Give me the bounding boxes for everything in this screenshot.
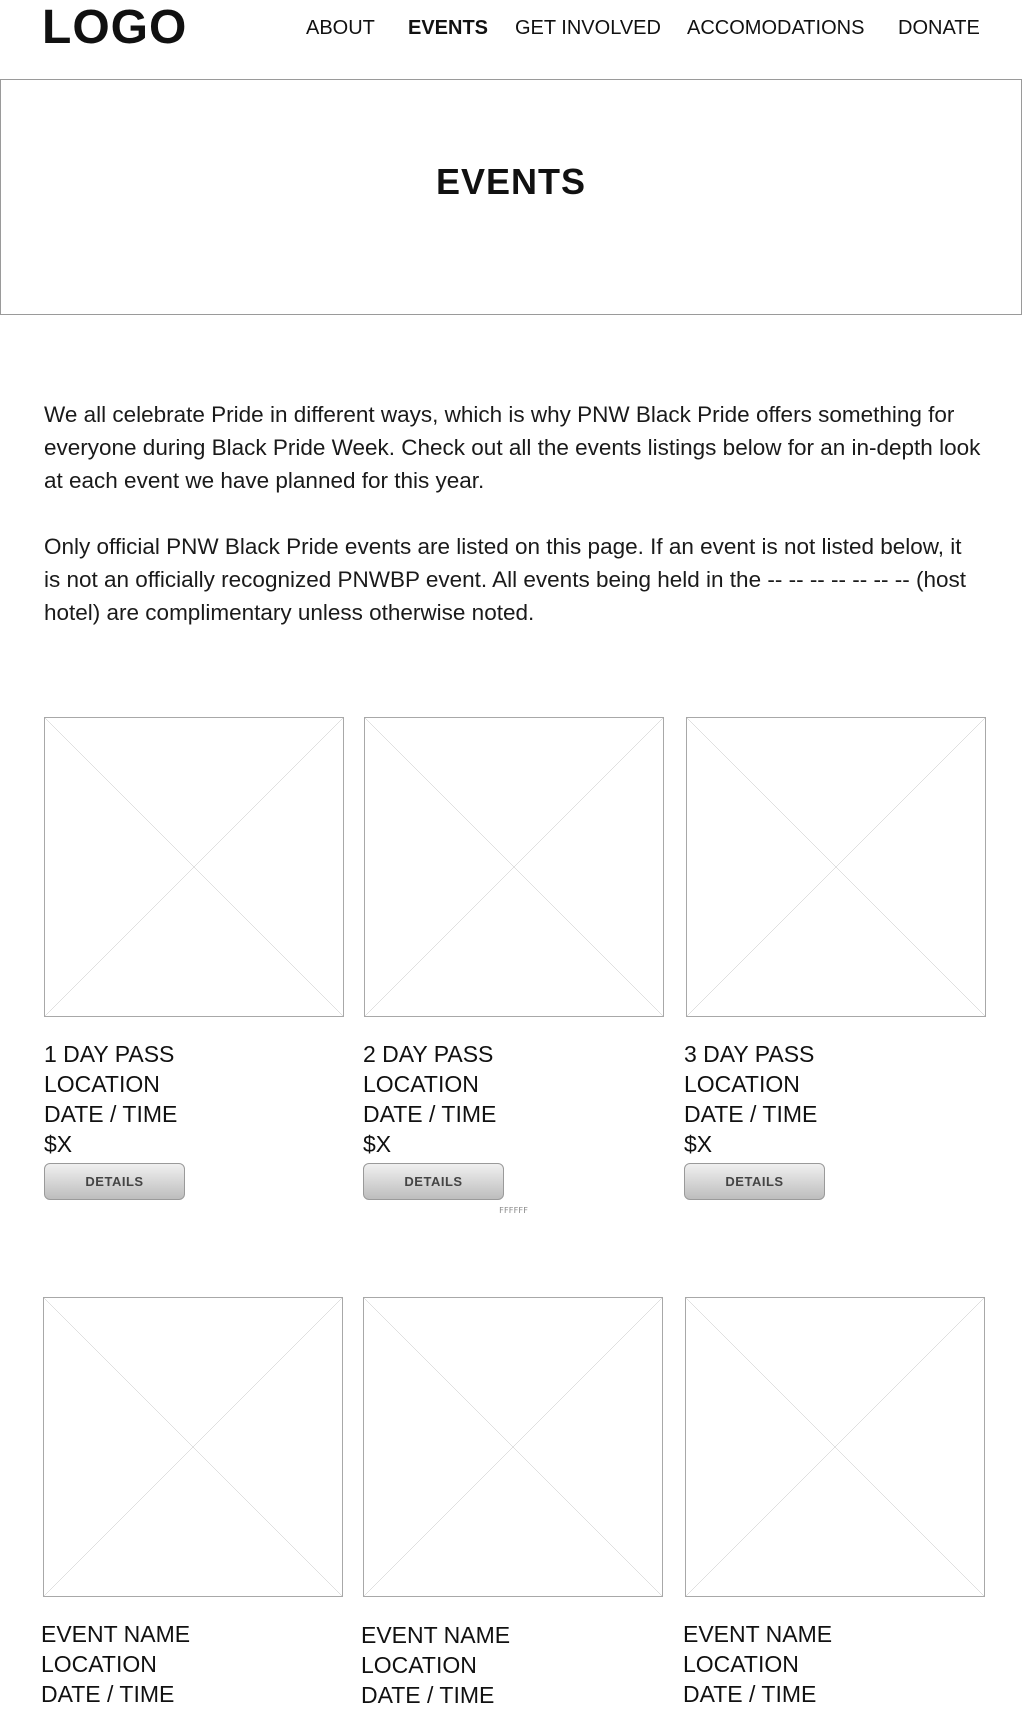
- page-title: EVENTS: [435, 161, 587, 202]
- nav-donate[interactable]: DONATE: [898, 17, 980, 39]
- pass-location: LOCATION: [684, 1071, 800, 1097]
- pass-datetime: DATE / TIME: [44, 1101, 178, 1127]
- nav-events[interactable]: EVENTS: [408, 17, 489, 39]
- image-placeholder: [363, 1297, 663, 1597]
- pass-card: [44, 717, 344, 1200]
- pass-name: 1 DAY PASS: [44, 1041, 175, 1067]
- intro-text: [44, 398, 984, 662]
- pass-location: LOCATION: [363, 1071, 479, 1097]
- event-name: EVENT NAME: [41, 1621, 191, 1647]
- nav-about[interactable]: ABOUT: [306, 17, 375, 39]
- hero-banner: [0, 79, 1022, 315]
- pass-card: [686, 717, 986, 1200]
- pass-name: 3 DAY PASS: [684, 1041, 815, 1067]
- nav-get-involved[interactable]: GET INVOLVED: [515, 17, 661, 39]
- event-datetime: DATE / TIME: [361, 1682, 495, 1708]
- event-name: EVENT NAME: [683, 1621, 833, 1647]
- pass-price: $X: [684, 1131, 713, 1157]
- event-location: LOCATION: [683, 1651, 799, 1677]
- main-nav: [0, 14, 1024, 42]
- pass-price: $X: [363, 1131, 392, 1157]
- intro-paragraph-1: We all celebrate Pride in different ways, which is why PNW Black Pride offers something for everyone during Black Pride Week. Check out all the events listings below for an in-depth look at each event we have planned for this year.: [44, 402, 981, 493]
- color-note: FFFFFF: [499, 1206, 528, 1215]
- event-location: LOCATION: [361, 1652, 477, 1678]
- pass-location: LOCATION: [44, 1071, 160, 1097]
- details-button[interactable]: DETAILS: [44, 1163, 185, 1200]
- event-location: LOCATION: [41, 1651, 157, 1677]
- details-button[interactable]: DETAILS: [684, 1163, 825, 1200]
- pass-name: 2 DAY PASS: [363, 1041, 494, 1067]
- details-button[interactable]: DETAILS: [363, 1163, 504, 1200]
- logo[interactable]: LOGO: [42, 1, 188, 54]
- event-card: [363, 1297, 663, 1710]
- image-placeholder: [364, 717, 664, 1017]
- nav-accomodations[interactable]: ACCOMODATIONS: [687, 17, 865, 39]
- event-card: [685, 1297, 985, 1709]
- pass-datetime: DATE / TIME: [684, 1101, 818, 1127]
- event-card: [43, 1297, 343, 1709]
- pass-price: $X: [44, 1131, 73, 1157]
- pass-datetime: DATE / TIME: [363, 1101, 497, 1127]
- intro-paragraph-2: Only official PNW Black Pride events are listed on this page. If an event is not listed below, it is not an officially recognized PNWBP event. All events being held in the -- -- -- -- -- -- -- (host hotel) are complimentary unless otherwise noted.: [44, 534, 967, 625]
- image-placeholder: [44, 717, 344, 1017]
- event-datetime: DATE / TIME: [683, 1681, 817, 1707]
- pass-card: [364, 717, 664, 1200]
- image-placeholder: [686, 717, 986, 1017]
- image-placeholder: [43, 1297, 343, 1597]
- image-placeholder: [685, 1297, 985, 1597]
- event-name: EVENT NAME: [361, 1622, 511, 1648]
- event-datetime: DATE / TIME: [41, 1681, 175, 1707]
